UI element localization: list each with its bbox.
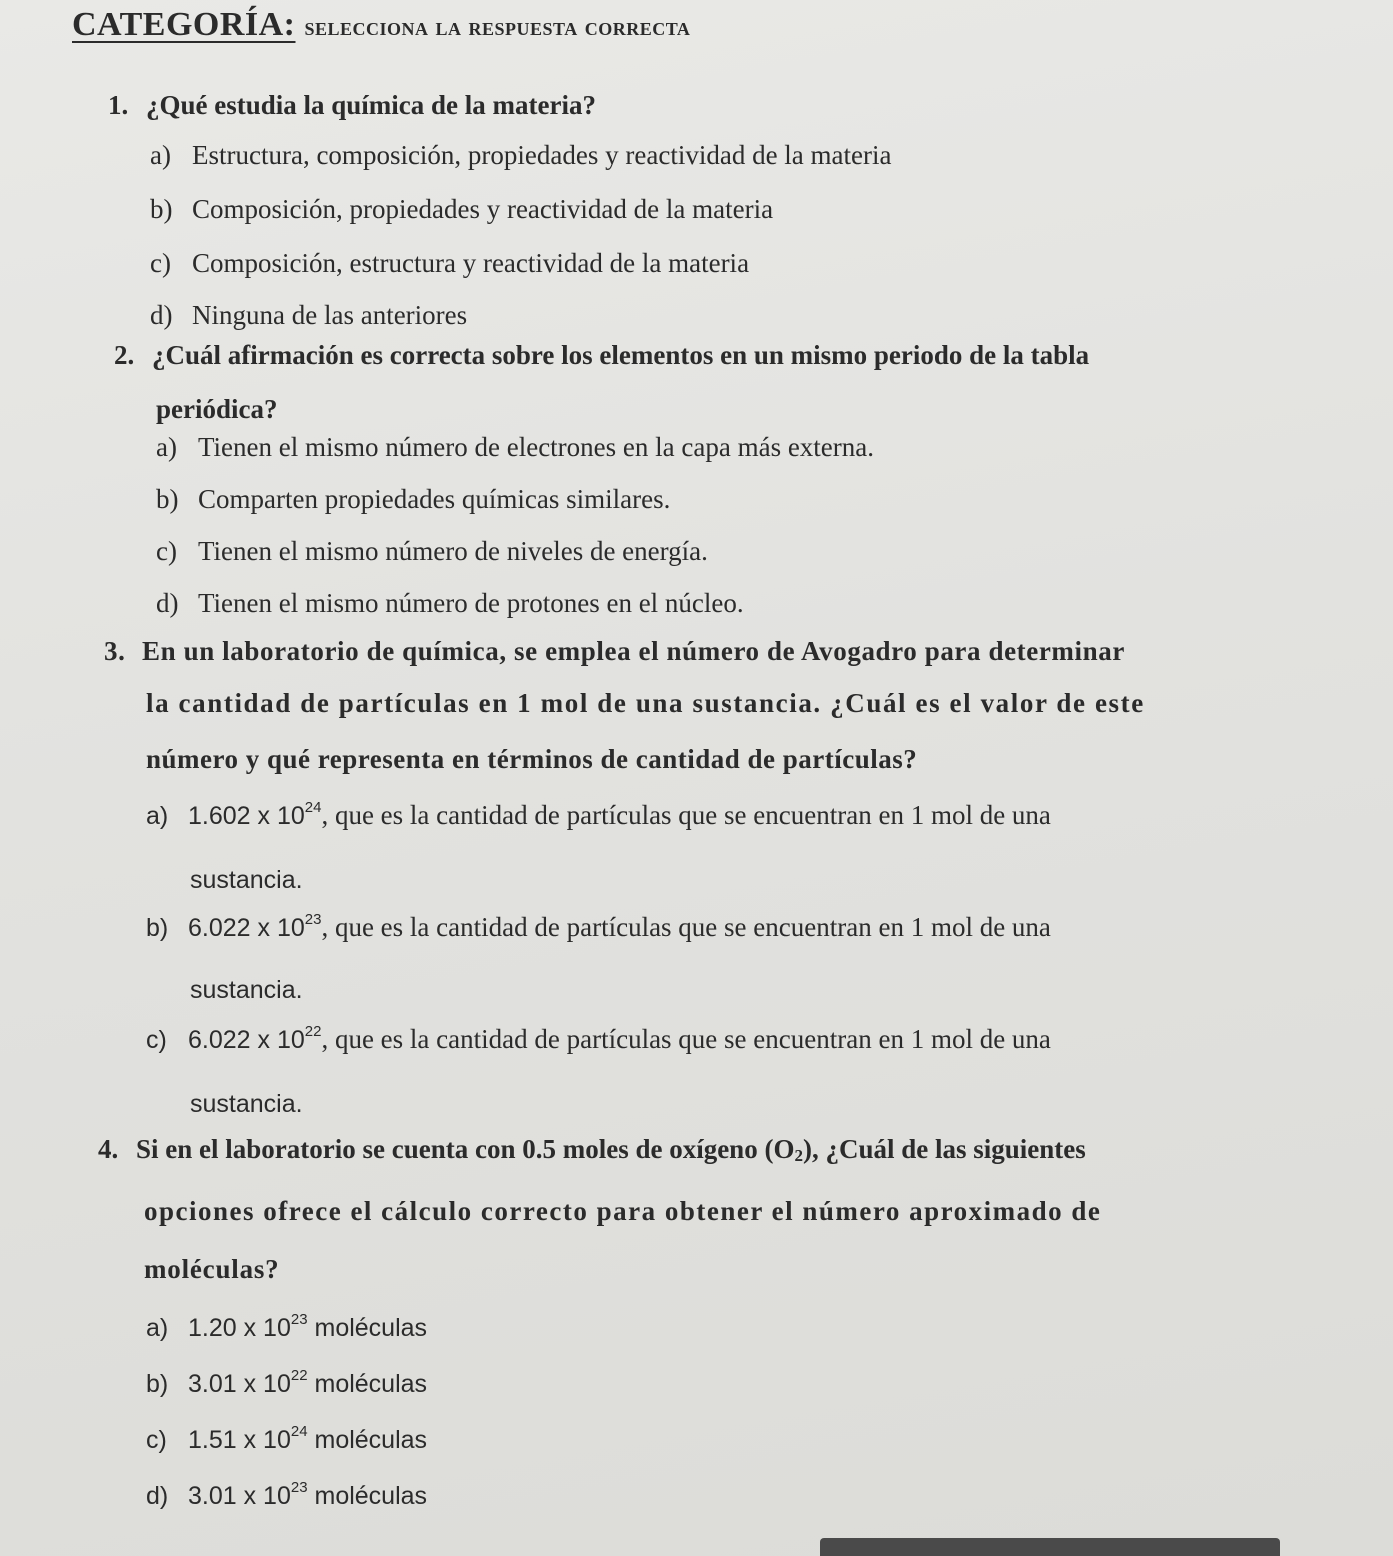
page-edge-shadow bbox=[820, 1538, 1280, 1556]
q4-option-a[interactable]: a) 1.20 x $10^{23}$ moléculas bbox=[146, 1311, 428, 1342]
q2-option-d[interactable]: d) Tienen el mismo número de protones en el núcleo. bbox=[156, 588, 744, 618]
q3-option-c[interactable]: c) 6.022 x $10^{22}$, que es la cantidad de partículas que se encuentran en 1 mol de una bbox=[146, 1023, 1051, 1054]
scientific-value: 1.51 x $10^{24}$ bbox=[188, 1423, 308, 1454]
scientific-value: 3.01 x $10^{22}$ bbox=[188, 1367, 308, 1398]
question-1 bbox=[108, 90, 596, 121]
scientific-value: 6.022 x $10^{22}$ bbox=[188, 1023, 322, 1054]
question-3-continuation-1: la cantidad de partículas en 1 mol de una sustancia. ¿Cuál es el valor de este bbox=[146, 688, 1145, 718]
question-2-continuation: periódica? bbox=[156, 394, 278, 424]
q4-option-d[interactable]: d) 3.01 x $10^{23}$ moléculas bbox=[146, 1479, 428, 1510]
q3-option-b-continuation: sustancia. bbox=[190, 976, 303, 1004]
q1-option-d[interactable]: d) Ninguna de las anteriores bbox=[150, 300, 468, 330]
q4-option-c[interactable]: c) 1.51 x $10^{24}$ moléculas bbox=[146, 1423, 428, 1454]
title-instruction: selecciona la respuesta correcta bbox=[304, 12, 691, 41]
q3-option-a-continuation: sustancia. bbox=[190, 866, 303, 894]
scientific-value: 1.20 x $10^{23}$ bbox=[188, 1311, 308, 1342]
q2-option-c[interactable]: c) Tienen el mismo número de niveles de energía. bbox=[156, 536, 708, 566]
question-number: 1. bbox=[108, 90, 129, 120]
question-number: 3. bbox=[104, 636, 126, 666]
question-number: 2. bbox=[114, 340, 135, 370]
question-3-continuation-2: número y qué representa en términos de cantidad de partículas? bbox=[146, 744, 918, 774]
question-3 bbox=[104, 636, 1125, 667]
question-text: ¿Qué estudia la química de la materia? bbox=[146, 90, 596, 120]
q2-option-b[interactable]: b) Comparten propiedades químicas similares. bbox=[156, 484, 671, 514]
q4-option-b[interactable]: b) 3.01 x $10^{22}$ moléculas bbox=[146, 1367, 428, 1398]
q3-option-c-continuation: sustancia. bbox=[190, 1090, 303, 1118]
q2-option-a[interactable]: a) Tienen el mismo número de electrones en la capa más externa. bbox=[156, 432, 875, 462]
scientific-value: 1.602 x $10^{24}$ bbox=[188, 799, 322, 830]
q1-option-a[interactable]: a) Estructura, composición, propiedades y reactividad de la materia bbox=[150, 140, 892, 170]
question-text: En un laboratorio de química, se emplea el número de Avogadro para determinar bbox=[142, 636, 1125, 666]
question-4: 4. Si en el laboratorio se cuenta con 0.5 moles de oxígeno (O2), ¿Cuál de las siguientes bbox=[98, 1134, 1086, 1165]
scientific-value: 6.022 x $10^{23}$ bbox=[188, 911, 322, 942]
question-4-continuation-2: moléculas? bbox=[144, 1254, 280, 1284]
q3-option-b[interactable]: b) 6.022 x $10^{23}$, que es la cantidad de partículas que se encuentran en 1 mol de una bbox=[146, 911, 1051, 942]
question-number: 4. bbox=[98, 1134, 119, 1164]
question-4-continuation-1: opciones ofrece el cálculo correcto para obtener el número aproximado de bbox=[144, 1196, 1102, 1226]
title-category: CATEGORÍA: bbox=[72, 6, 296, 43]
q3-option-a[interactable]: a) 1.602 x $10^{24}$, que es la cantidad de partículas que se encuentran en 1 mol de una bbox=[146, 799, 1051, 830]
scientific-value: 3.01 x $10^{23}$ bbox=[188, 1479, 308, 1510]
page-title bbox=[72, 6, 690, 44]
question-2 bbox=[114, 340, 1089, 371]
q1-option-c[interactable]: c) Composición, estructura y reactividad de la materia bbox=[150, 248, 750, 278]
q1-option-b[interactable]: b) Composición, propiedades y reactividad de la materia bbox=[150, 194, 774, 224]
question-text: ¿Cuál afirmación es correcta sobre los elementos en un mismo periodo de la tabla bbox=[152, 340, 1090, 370]
